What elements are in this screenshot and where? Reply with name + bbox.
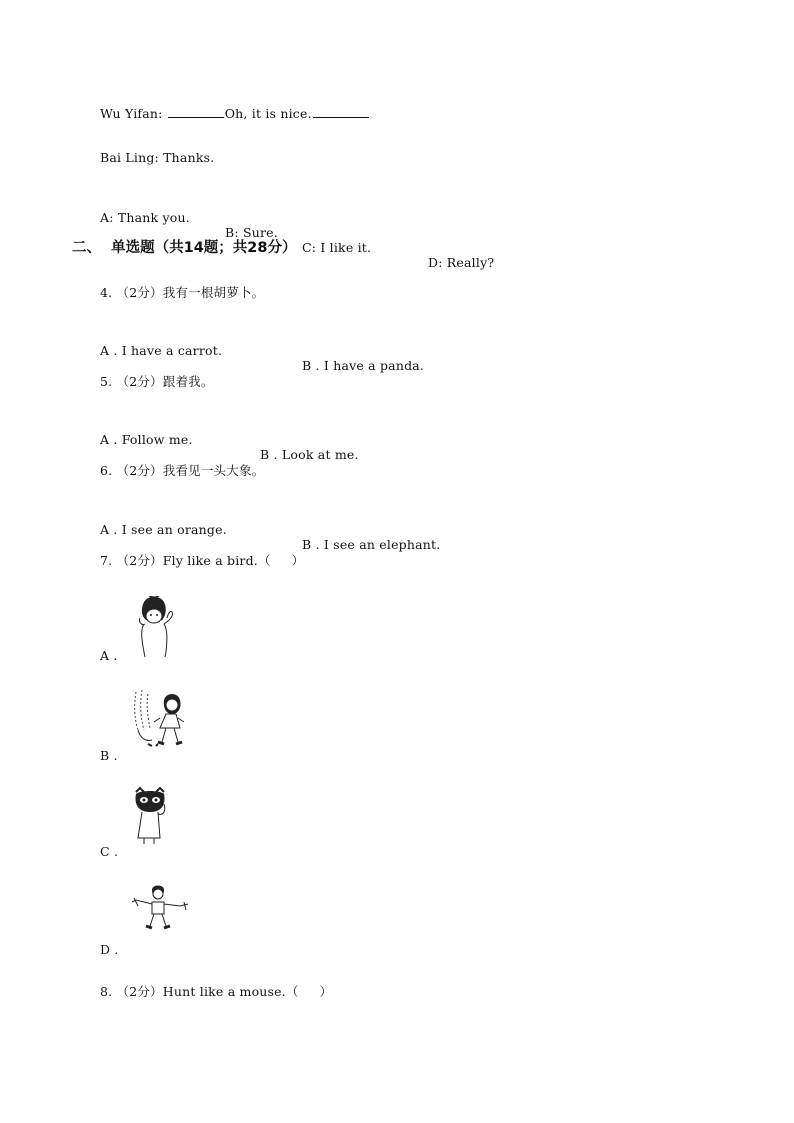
question-4-option-b[interactable]: B . I have a panda. (302, 358, 425, 373)
question-6-option-b[interactable]: B . I see an elephant. (302, 537, 441, 552)
question-7-option-c-label[interactable]: C . (100, 844, 119, 859)
question-5-option-a[interactable]: A . Follow me. (100, 432, 193, 447)
question-7-option-a-label[interactable]: A . (100, 648, 118, 663)
question-5-stem: 5. （2分）跟着我。 (100, 374, 214, 389)
question-6-options (100, 507, 441, 552)
section-heading (72, 236, 296, 257)
dialog-option-d[interactable]: D: Really? (428, 255, 495, 270)
dialog-text: Oh, it is nice. (224, 106, 312, 121)
dialog-line-wu-yifan (100, 106, 369, 121)
answer-blank-1[interactable] (168, 116, 224, 118)
dialog-option-c[interactable]: C: I like it. (302, 240, 372, 255)
girl-with-animal-icon[interactable] (130, 688, 192, 750)
answer-blank-2[interactable] (313, 116, 369, 118)
section-title: 单选题（共14题；共28分） (111, 240, 297, 256)
boy-flying-icon[interactable] (130, 884, 192, 932)
question-4-option-a[interactable]: A . I have a carrot. (100, 343, 223, 358)
question-7-option-b-label[interactable]: B . (100, 748, 118, 763)
speaker-wu-yifan: Wu Yifan: (100, 106, 167, 121)
dialog-line-bai-ling: Bai Ling: Thanks. (100, 150, 215, 165)
question-7-option-d-label[interactable]: D . (100, 942, 119, 957)
question-4-stem: 4. （2分）我有一根胡萝卜。 (100, 285, 265, 300)
girl-in-mask-icon[interactable] (130, 786, 170, 846)
dialog-option-b[interactable]: B: Sure. (225, 225, 278, 240)
question-6-option-a[interactable]: A . I see an orange. (100, 522, 227, 537)
question-5-option-b[interactable]: B . Look at me. (260, 447, 359, 462)
question-5-options (100, 417, 359, 462)
dialog-option-a[interactable]: A: Thank you. (100, 210, 190, 225)
girl-on-phone-icon[interactable] (130, 596, 180, 658)
question-6-stem: 6. （2分）我看见一头大象。 (100, 463, 265, 478)
question-7-stem: 7. （2分）Fly like a bird.（ ） (100, 553, 305, 568)
section-number: 二、 (72, 240, 101, 256)
question-8-stem: 8. （2分）Hunt like a mouse.（ ） (100, 984, 333, 999)
question-4-options (100, 328, 425, 373)
